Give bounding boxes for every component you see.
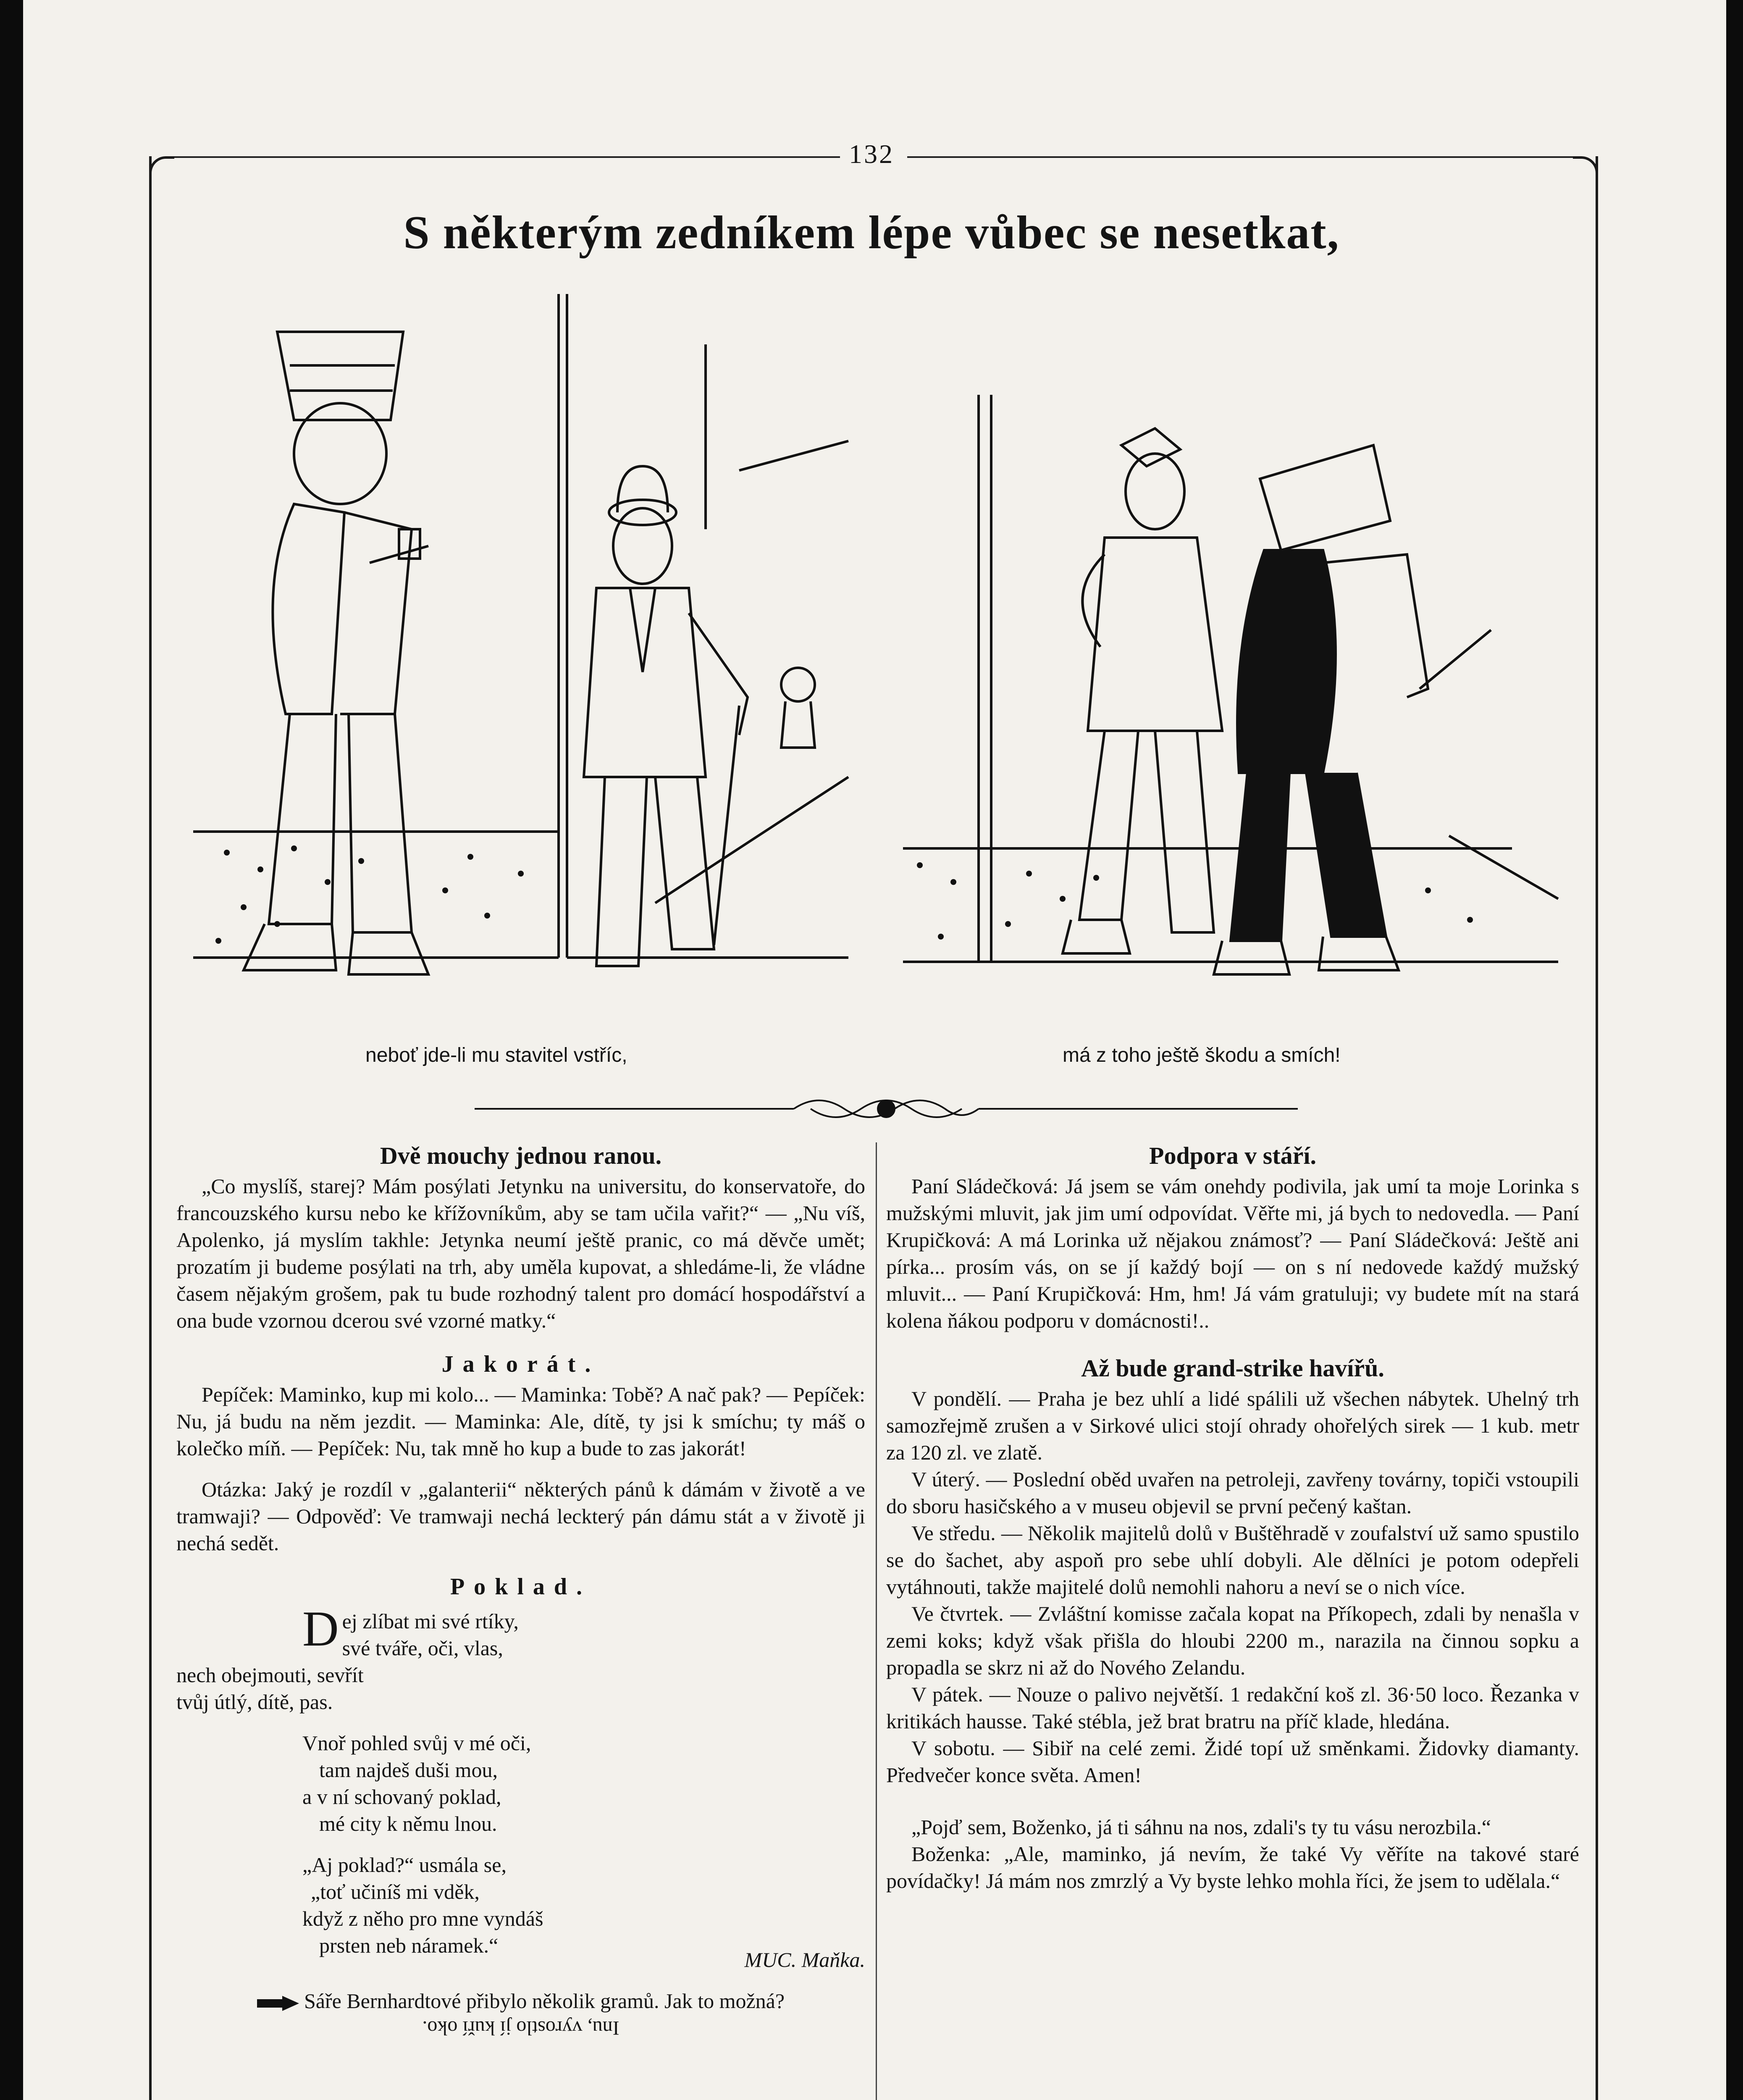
poem-line: „toť učiníš mi vděk, [311,1880,480,1903]
strike-day-saturday: V sobotu. — Sibiř na celé zemi. Židé topí už směnkami. Židovky diamanty. Předvečer konce světa. Amen! [886,1736,1579,1787]
notice-text: Sáře Bernhardtové přibylo několik gramů. Jak to možná? [304,1989,785,2013]
strike-day-wednesday: Ve středu. — Několik majitelů dolů v Buštěhradě v zoufalství už samo spustilo se do šachet, aby aspoň pro sebe uhlí dobyli. Ale dělníci je potom odepřeli vytáhnouti, takže majitelé dolů nemohli nahoru a neví se o nich více. [886,1521,1579,1599]
poem-stanza [176,1730,865,1837]
poem-stanza [176,1601,865,1715]
article-title-jakorat: Jakorát. [441,1351,600,1377]
caption-left: neboť jde-li mu stavitel vstříc, [365,1044,627,1066]
left-column [176,1142,865,2041]
article-text-otazka: Otázka: Jaký je rozdíl v „galanterii“ některých pánů k dámám v životě a ve tramwaji? — Odpověď: Ve tramwaji nechá leckterý pán dámu stát a v životě ji nechá sedět. [176,1478,865,1555]
strike-day-monday: V pondělí. — Praha je bez uhlí a lidé spálili už všechen nábytek. Uhelný trh samozřejmě zrušen a v Sirkové ulici stojí ohrady ohořelých sirek — 1 kub. metr za 120 zl. ve zlatě. [886,1387,1579,1464]
poem-line: tam najdeš duši mou, [319,1758,498,1782]
poem-signature: MUC. Maňka. [744,1948,865,1971]
cartoon-right-illustration [903,395,1575,1008]
article-title-dve-mouchy: Dvě mouchy jednou ranou. [380,1142,662,1169]
scan-margin-left [0,0,23,2100]
poem-line: ej zlíbat mi své rtíky, [342,1609,519,1633]
strike-day-tuesday: V úterý. — Poslední oběd uvařen na petroleji, zavřeny továrny, topiči vstoupili do sboru hasičského a v museu objevil se první pečený kaštan. [886,1467,1579,1518]
article-text-jakorat: Pepíček: Maminko, kup mi kolo... — Maminka: Tobě? A nač pak? — Pepíček: Nu, já budu na něm jezdit. — Maminka: Ale, dítě, ty jsi k smíchu; ty máš o kolečko míň. — Pepíček: Nu, tak mně ho kup a bude to zas jakorát! [176,1383,865,1460]
poem-title: Poklad. [450,1574,592,1600]
poem [176,1601,865,1973]
poem-line: nech obejmouti, sevřít [176,1663,364,1687]
notice-paragraph [176,1987,865,2014]
poem-line: když z něho pro mne vyndáš [302,1907,543,1930]
strike-day-friday: V pátek. — Nouze o palivo největší. 1 redakční koš zl. 36·50 loco. Řezanka v kritikách hausse. Také stébla, jež brat bratru na příč klade, hledána. [886,1683,1579,1733]
article-text-bozenka-2: Boženka: „Ale, maminko, já nevím, že také Vy věříte na takové staré povídačky! Já mám nos zmrzlý a Vy byste lehko mohla říci, že jsem to udělala.“ [886,1842,1579,1893]
poem-line: prsten neb náramek.“ [319,1934,499,1957]
cartoon-left-illustration [193,294,865,1008]
article-text-bozenka-1: „Pojď sem, Boženko, já ti sáhnu na nos, zdali's ty tu vásu nerozbila.“ [911,1815,1491,1839]
right-column [886,1142,1579,1894]
column-separator [876,1142,877,2100]
poem-line: „Aj poklad?“ usmála se, [302,1853,507,1877]
poem-line: a v ní schovaný poklad, [302,1785,501,1809]
ornamental-divider [475,1084,1298,1134]
scan-margin-right [1726,0,1743,2100]
page-title: S některým zedníkem lépe vůbec se nesetkat, [403,207,1340,259]
article-title-grand-strike: Až bude grand-strike havířů. [1081,1354,1384,1382]
caption-right: má z toho ještě škodu a smích! [1063,1044,1341,1066]
strike-day-thursday: Ve čtvrtek. — Zvláštní komisse začala kopat na Příkopech, zdali by nenašla v zemi koks; když však přišla do hloubi 2200 m., narazila na činnou sopku a propadla se skrz ni až do Nového Zelandu. [886,1602,1579,1679]
pointing-hand-icon [257,1996,299,2011]
article-text-podpora: Paní Sládečková: Já jsem se vám onehdy podivila, jak umí ta moje Lorinka s mužskými mluvit, jak jim umí odpovídat. Věřte mi, já bych to nedovedla. — Paní Krupičková: A má Lorinka už nějakou známosť? — Paní Sládečková: Ještě ani pírka... prosím vás, on se jí každý bojí — on s ní nedovede každý mužský mluvit... — Paní Krupičková: Hm, hm! Já vám gratuluji; vy budete mít na stará kolena ňákou podporu v domácnosti!.. [886,1174,1579,1332]
poem-stanza [176,1851,865,1959]
poem-drop-cap: D [302,1601,339,1656]
article-title-podpora: Podpora v stáří. [1149,1142,1316,1169]
poem-line: mé city k němu lnou. [319,1812,497,1835]
poem-line: své tváře, oči, vlas, [342,1636,503,1660]
poem-line: Vnoř pohled svůj v mé oči, [302,1731,531,1755]
poem-line: tvůj útlý, dítě, pas. [176,1690,333,1714]
page-number: 132 [849,139,894,169]
article-text-dve-mouchy: „Co myslíš, starej? Mám posýlati Jetynku na universitu, do konservatoře, do francouzského kursu nebo ke křížovníkům, aby se tam učila vařit?“ — „Nu víš, Apolenko, já myslím takhle: Jetynka neumí ještě pranic, co má děvče umět; prozatím ji budeme posýlati na trh, aby uměla kupovat, a shledáme-li, že vládne časem nějakým grošem, pak tu bude rozhodný talent pro domácí hospodářství a ona bude vzornou dcerou své vzorné matky.“ [176,1174,865,1332]
notice-upside-down-answer: Inu, vyrostlo jí kuří oko. [422,2017,620,2039]
